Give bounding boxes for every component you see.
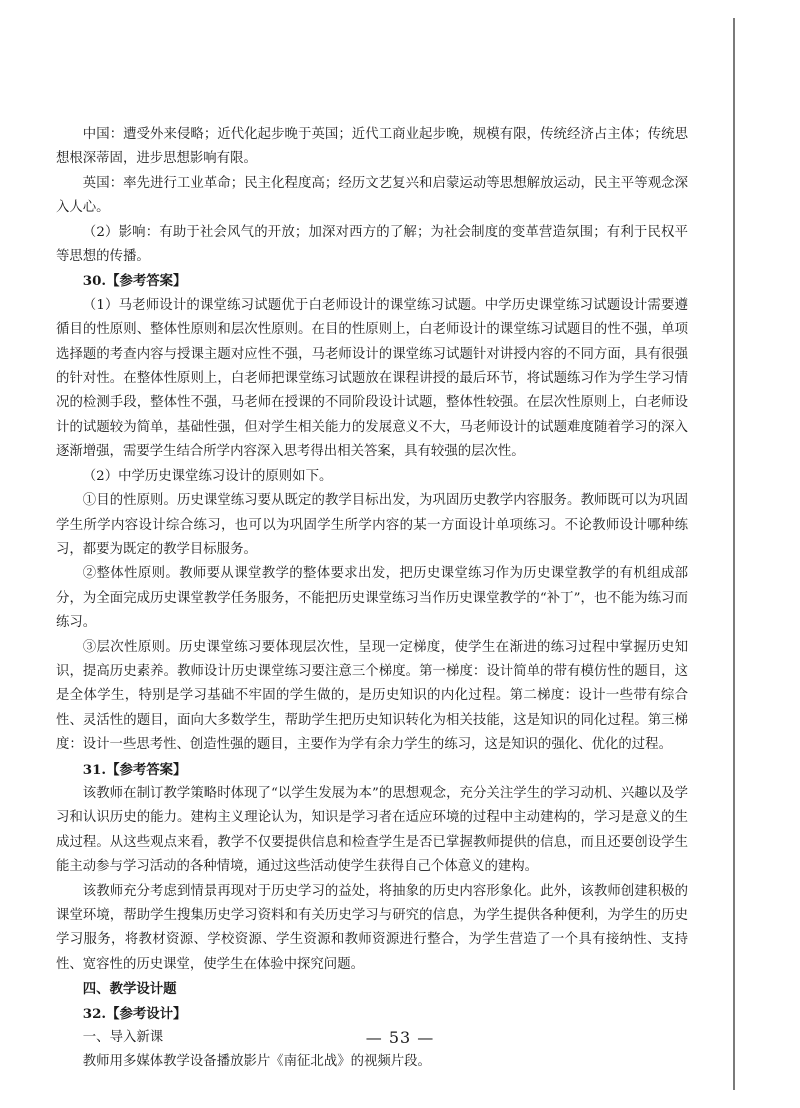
paragraph-impact: （2）影响：有助于社会风气的开放；加深对西方的了解；为社会制度的变革营造氛围；有利于民权平等思想的传播。 <box>56 224 688 265</box>
q31-paragraph-2: 该教师充分考虑到情景再现对于历史学习的益处，将抽象的历史内容形象化。此外，该教师创建积极的课堂环境，帮助学生搜集历史学习资料和有关历史学习与研究的信息，为学生提供各种便利，为学生的历史学习服务，将教材资源、学校资源、学生资源和教师资源进行整合，为学生营造了一个具有接纳性、支持性、宽容性的历史课堂，使学生在体验中探究问题。 <box>56 883 688 972</box>
scan-edge-line <box>733 18 735 1090</box>
paragraph-britain: 英国：率先进行工业革命；民主化程度高；经历文艺复兴和启蒙运动等思想解放运动，民主平等观念深入人心。 <box>56 175 688 216</box>
q30-principle-1: ①目的性原则。历史课堂练习要从既定的教学目标出发，为巩固历史教学内容服务。教师既可以为巩固学生所学内容设计综合练习，也可以为巩固学生所学内容的某一方面设计单项练习。不论教师设计哪种练习，都要为既定的教学目标服务。 <box>56 493 688 557</box>
q32-subheading-intro: 一、导入新课 <box>82 1030 164 1046</box>
page-number: — 53 — <box>365 1028 435 1047</box>
q30-heading: 30.【参考答案】 <box>82 273 187 290</box>
q30-principle-3: ③层次性原则。历史课堂练习要体现层次性，呈现一定梯度，使学生在渐进的练习过程中掌握历史知识，提高历史素养。教师设计历史课堂练习要注意三个梯度。第一梯度：设计简单的带有模仿性的题目，这是全体学生，特别是学习基础不牢固的学生做的，是历史知识的内化过程。第二梯度：设计一些带有综合性、灵活性的题目，面向大多数学生，帮助学生把历史知识转化为相关技能，这是知识的同化过程。第三梯度：设计一些思考性、创造性强的题目，主要作为学有余力学生的练习，这是知识的强化、优化的过程。 <box>56 639 688 753</box>
q31-heading: 31.【参考答案】 <box>82 761 187 778</box>
q30-principle-2: ②整体性原则。教师要从课堂教学的整体要求出发，把历史课堂练习作为历史课堂教学的有机组成部分，为全面完成历史课堂教学任务服务，不能把历史课堂练习当作历史课堂教学的“补丁”，也不能为练习而练习。 <box>56 566 688 631</box>
q30-part2-intro: （2）中学历史课堂练习设计的原则如下。 <box>82 468 333 484</box>
q31-paragraph-1: 该教师在制订教学策略时体现了“以学生发展为本”的思想观念，充分关注学生的学习动机、兴趣以及学习和认识历史的能力。建构主义理论认为，知识是学习者在适应环境的过程中主动建构的，学习是意义的生成过程。从这些观点来看，教学不仅要提供信息和检查学生是否已掌握教师提供的信息，而且还要创设学生能主动参与学习活动的各种情境，通过这些活动使学生获得自己个体意义的建构。 <box>56 785 688 875</box>
page-content <box>56 123 688 1075</box>
q32-intro-text: 教师用多媒体教学设备播放影片《南征北战》的视频片段。 <box>82 1054 431 1070</box>
section-4-heading: 四、教学设计题 <box>82 981 177 998</box>
q32-heading: 32.【参考设计】 <box>82 1005 187 1022</box>
paragraph-china: 中国：遭受外来侵略；近代化起步晚于英国；近代工商业起步晚，规模有限，传统经济占主体；传统思想根深蒂固，进步思想影响有限。 <box>56 127 688 167</box>
q30-part1: （1）马老师设计的课堂练习试题优于白老师设计的课堂练习试题。中学历史课堂练习试题设计需要遵循目的性原则、整体性原则和层次性原则。在目的性原则上，白老师设计的课堂练习试题目的性不强，单项选择题的考查内容与授课主题对应性不强，马老师设计的课堂练习试题针对讲授内容的不同方面，具有很强的针对性。在整体性原则上，白老师把课堂练习试题放在课程讲授的最后环节，将试题练习作为学生学习情况的检测手段，整体性不强，马老师在授课的不同阶段设计试题，整体性较强。在层次性原则上，白老师设计的试题较为简单，基础性强，但对学生相关能力的发展意义不大，马老师设计的试题难度随着学习的深入逐渐增强，需要学生结合所学内容深入思考得出相关答案，具有较强的层次性。 <box>56 297 688 460</box>
